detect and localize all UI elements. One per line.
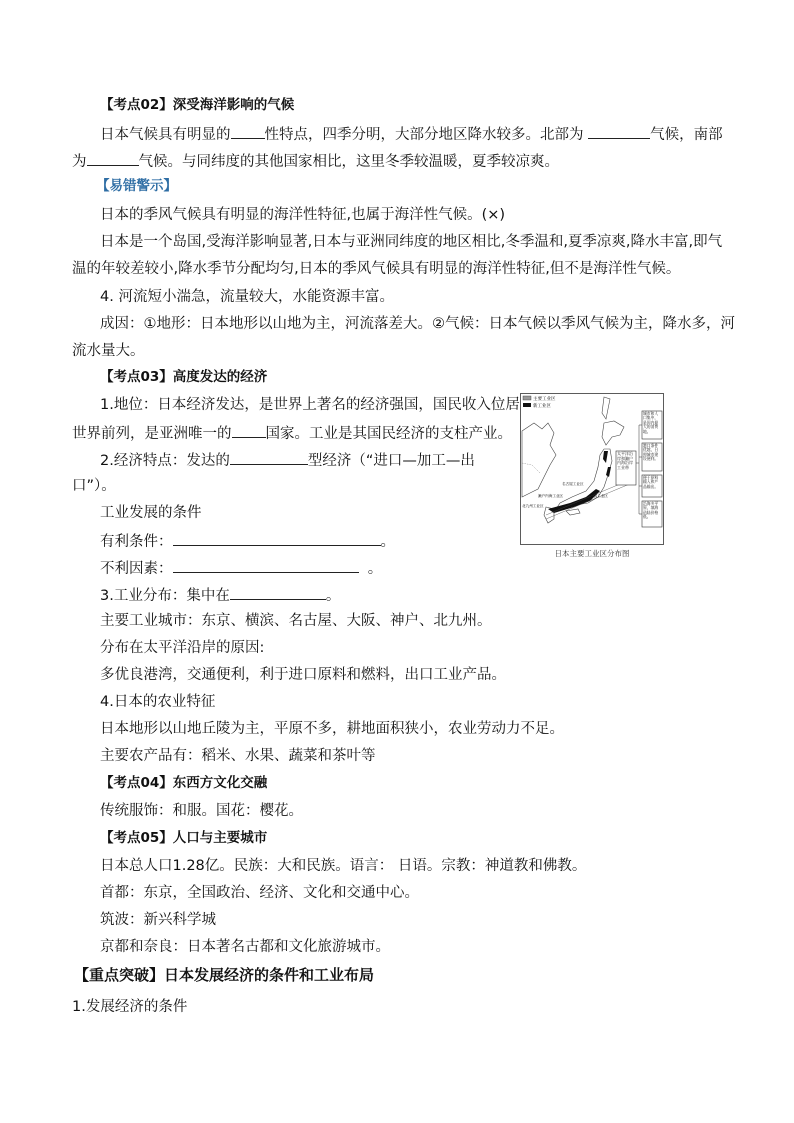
kp03-line6: 有利条件： 。 [100,531,395,551]
blank-south-climate[interactable] [87,151,139,166]
kp03-line2: 世界前列，是亚洲唯一的 国家。工业是其国民经济的支柱产业。 [72,423,512,443]
label-setouchi: 濑户内海工业区 [538,494,564,498]
legend-new-swatch [523,403,531,407]
kp03-line11: 多优良港湾，交通便利，利于进口原料和燃料，出口工业产品。 [100,667,506,683]
kp03-line8: 3.工业分布：集中在 。 [100,585,340,605]
kp03-line3: 2.经济特点：发达的 型经济（“进口—加工—出 [100,450,475,470]
kp05-title: 【考点05】人口与主要城市 [100,830,268,846]
blank-economy-type[interactable] [230,450,308,465]
focus-title: 【重点突破】日本发展经济的条件和工业布局 [74,966,375,984]
kp05-line4: 京都和奈良：日本著名古都和文化旅游城市。 [100,939,390,955]
kp02-title: 【考点02】深受海洋影响的气候 [100,97,295,113]
blank-developed-country[interactable] [232,423,266,438]
kp05-line1: 日本总人口1.28亿。民族：大和民族。语言： 日语。宗教：神道教和佛教。 [100,858,587,874]
warning-line2: 日本是一个岛国,受海洋影响显著,日本与亚洲同纬度的地区相比,冬季温和,夏季凉爽,降水丰富,即气 [100,234,723,250]
kp03-line9: 主要工业城市：东京、横滨、名古屋、大阪、神户、北九州。 [100,613,492,629]
blank-climate-feature[interactable] [231,124,265,139]
label-keihin: 京滨工业区 [590,494,608,498]
blank-unfavorable-factors[interactable] [173,558,359,573]
japan-industry-map [520,393,664,545]
kp04-title: 【考点04】东西方文化交融 [100,775,268,791]
box2-text: 港口条件优越，日照城市建设便利。 [643,443,659,462]
legend-new-label: 新工业区 [533,404,551,409]
box1-text: 城市和人口集中，是国内最大的消费地。 [643,411,659,434]
kp03-line10: 分布在太平洋沿岸的原因: [100,640,265,656]
river-line3: 流水量大。 [72,343,145,359]
label-nagoya: 名古屋工业区 [562,482,584,486]
kp03-line7: 不利因素： 。 [100,558,382,578]
kp03-line13: 日本地形以山地丘陵为主，平原不多，耕地面积狭小，农业劳动力不足。 [100,721,564,737]
kp03-line1: 1.地位：日本经济发达，是世界上著名的经济强国，国民收入位居 [100,397,520,413]
box4-text: 沿海多平原，填海造陆价格低。 [643,501,659,520]
blank-favorable-conditions[interactable] [173,531,381,546]
blank-industry-distribution[interactable] [230,585,326,600]
kp03-title: 【考点03】高度发达的经济 [100,369,268,385]
warning-line3: 温的年较差较小,降水季节分配均匀,日本的季风气候具有明显的海洋性特征,但不是海洋性气候。 [72,261,681,277]
kp05-line2: 首都：东京，全国政治、经济、文化和交通中心。 [100,885,419,901]
blank-north-climate[interactable] [588,124,650,139]
kp02-line1: 日本气候具有明显的 性特点，四季分明，大部分地区降水较多。北部为 气候，南部 [100,124,723,144]
belt-label: 太平洋沿岸和濑户内海沿岸工业带 [617,451,633,470]
legend-main-swatch [523,396,531,400]
kp03-line5: 工业发展的条件 [100,505,202,521]
map-caption: 日本主要工业区分布图 [554,549,630,558]
kp03-line14: 主要农产品有：稻米、水果、蔬菜和茶叶等 [100,748,376,764]
warning-line1: 日本的季风气候具有明显的海洋性特征,也属于海洋性气候。(×) [100,207,506,223]
kp05-line3: 筑波：新兴科学城 [100,912,216,928]
river-line1: 4. 河流短小湍急，流量较大，水能资源丰富。 [100,289,394,305]
river-line2: 成因：①地形：日本地形以山地为主，河流落差大。②气候：日本气候以季风气候为主，降水多，河 [100,316,735,332]
legend-main-label: 主要工业区 [533,397,556,402]
focus-line1: 1.发展经济的条件 [72,999,188,1015]
box3-text: 便于原料输入和产品输出。 [643,475,659,489]
kp04-line1: 传统服饰：和服。国花：樱花。 [100,803,303,819]
kp02-line2: 为 气候。与同纬度的其他国家相比，这里冬季较温暖，夏季较凉爽。 [72,151,559,171]
warning-title: 【易错警示】 [96,178,177,194]
kp03-line12: 4.日本的农业特征 [100,694,216,710]
label-kitakyushu: 北九州工业区 [522,504,544,508]
kp03-line4: 口”）。 [72,478,116,494]
